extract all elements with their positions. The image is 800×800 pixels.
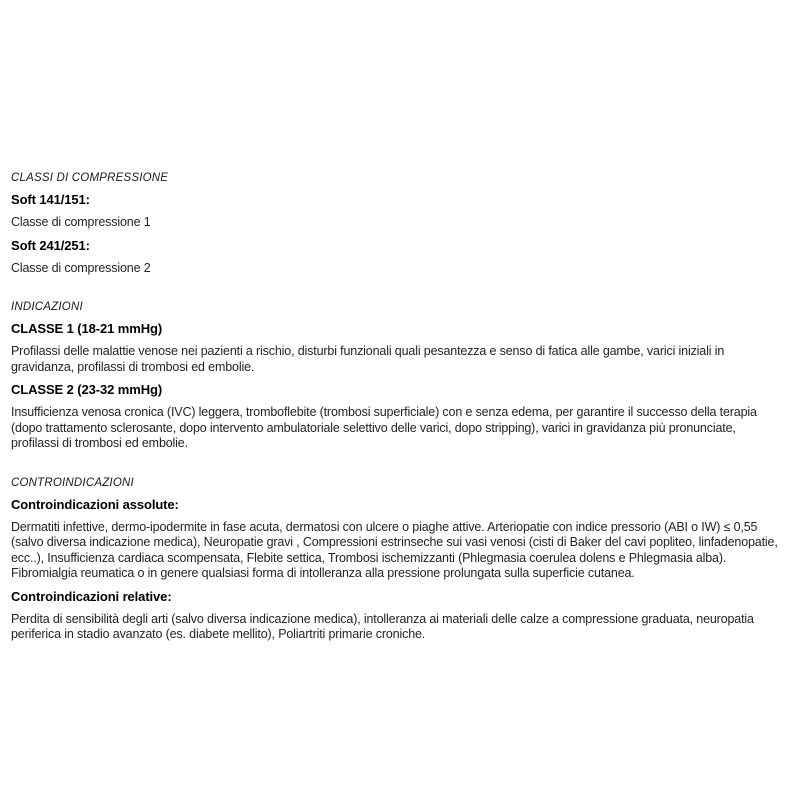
section-heading-classi-di-compressione: CLASSI DI COMPRESSIONE (11, 172, 169, 184)
controindicazioni-assolute-text: Dermatiti infettive, dermo-ipodermite in fase acuta, dermatosi con ulcere o piaghe attive. Arteriopatie con indice pressorio (ABI o IW) ≤ 0,55 (salvo diversa indicazione medica), Neuropatie gravi , Compressioni estrinseche sui vasi venosi (cisti di Baker del cavi popliteo, linfadenopatie, ecc..), Insufficienza cardiaca scompensata, Flebite settica, Trombosi ischemizzanti (Phlegmasia coerulea dolens e Phlegmasia alba). Fibromialgia reumatica o in genere qualsiasi forma di intolleranza alla pressione prolungata sulla superficie cutanea. (11, 519, 778, 580)
classe-2-label: CLASSE 2 (23-32 mmHg) (11, 382, 163, 397)
section-heading-indicazioni: INDICAZIONI (11, 301, 83, 313)
section-indications (11, 300, 778, 452)
classe-1-label: CLASSE 1 (18-21 mmHg) (11, 321, 163, 336)
section-heading-controindicazioni: CONTROINDICAZIONI (11, 476, 134, 489)
soft-241-251-text: Classe di compressione 2 (11, 260, 151, 275)
section-contraindications (11, 476, 778, 643)
section-compression-classes (11, 171, 778, 276)
soft-141-151-label: Soft 141/151: (11, 192, 90, 207)
soft-241-251-label: Soft 241/251: (11, 237, 90, 253)
controindicazioni-relative-label: Controindicazioni relative: (11, 588, 172, 604)
soft-141-151-text: Classe di compressione 1 (11, 215, 151, 229)
controindicazioni-assolute-label: Controindicazioni assolute: (11, 496, 179, 512)
controindicazioni-relative-text: Perdita di sensibilità degli arti (salvo diversa indicazione medica), intolleranza ai materiali delle calze a compressione graduata, neuropatia periferica in stadio avanzato (es. diabete mellito), Poliartriti primarie croniche. (11, 611, 754, 641)
classe-2-text: Insufficienza venosa cronica (IVC) leggera, tromboflebite (trombosi superficiale) con e senza edema, per garantire il successo della terapia (dopo trattamento sclerosante, dopo intervento ambulatoriale selettivo delle varici, dopo stripping), varici in gravidanza più pronunciate, profilassi di trombosi ed embolie. (11, 405, 757, 450)
classe-1-text: Profilassi delle malattie venose nei pazienti a rischio, disturbi funzionali quali pesantezza e senso di fatica alle gambe, varici iniziali in gravidanza, profilassi di trombosi ed embolie. (11, 344, 725, 374)
